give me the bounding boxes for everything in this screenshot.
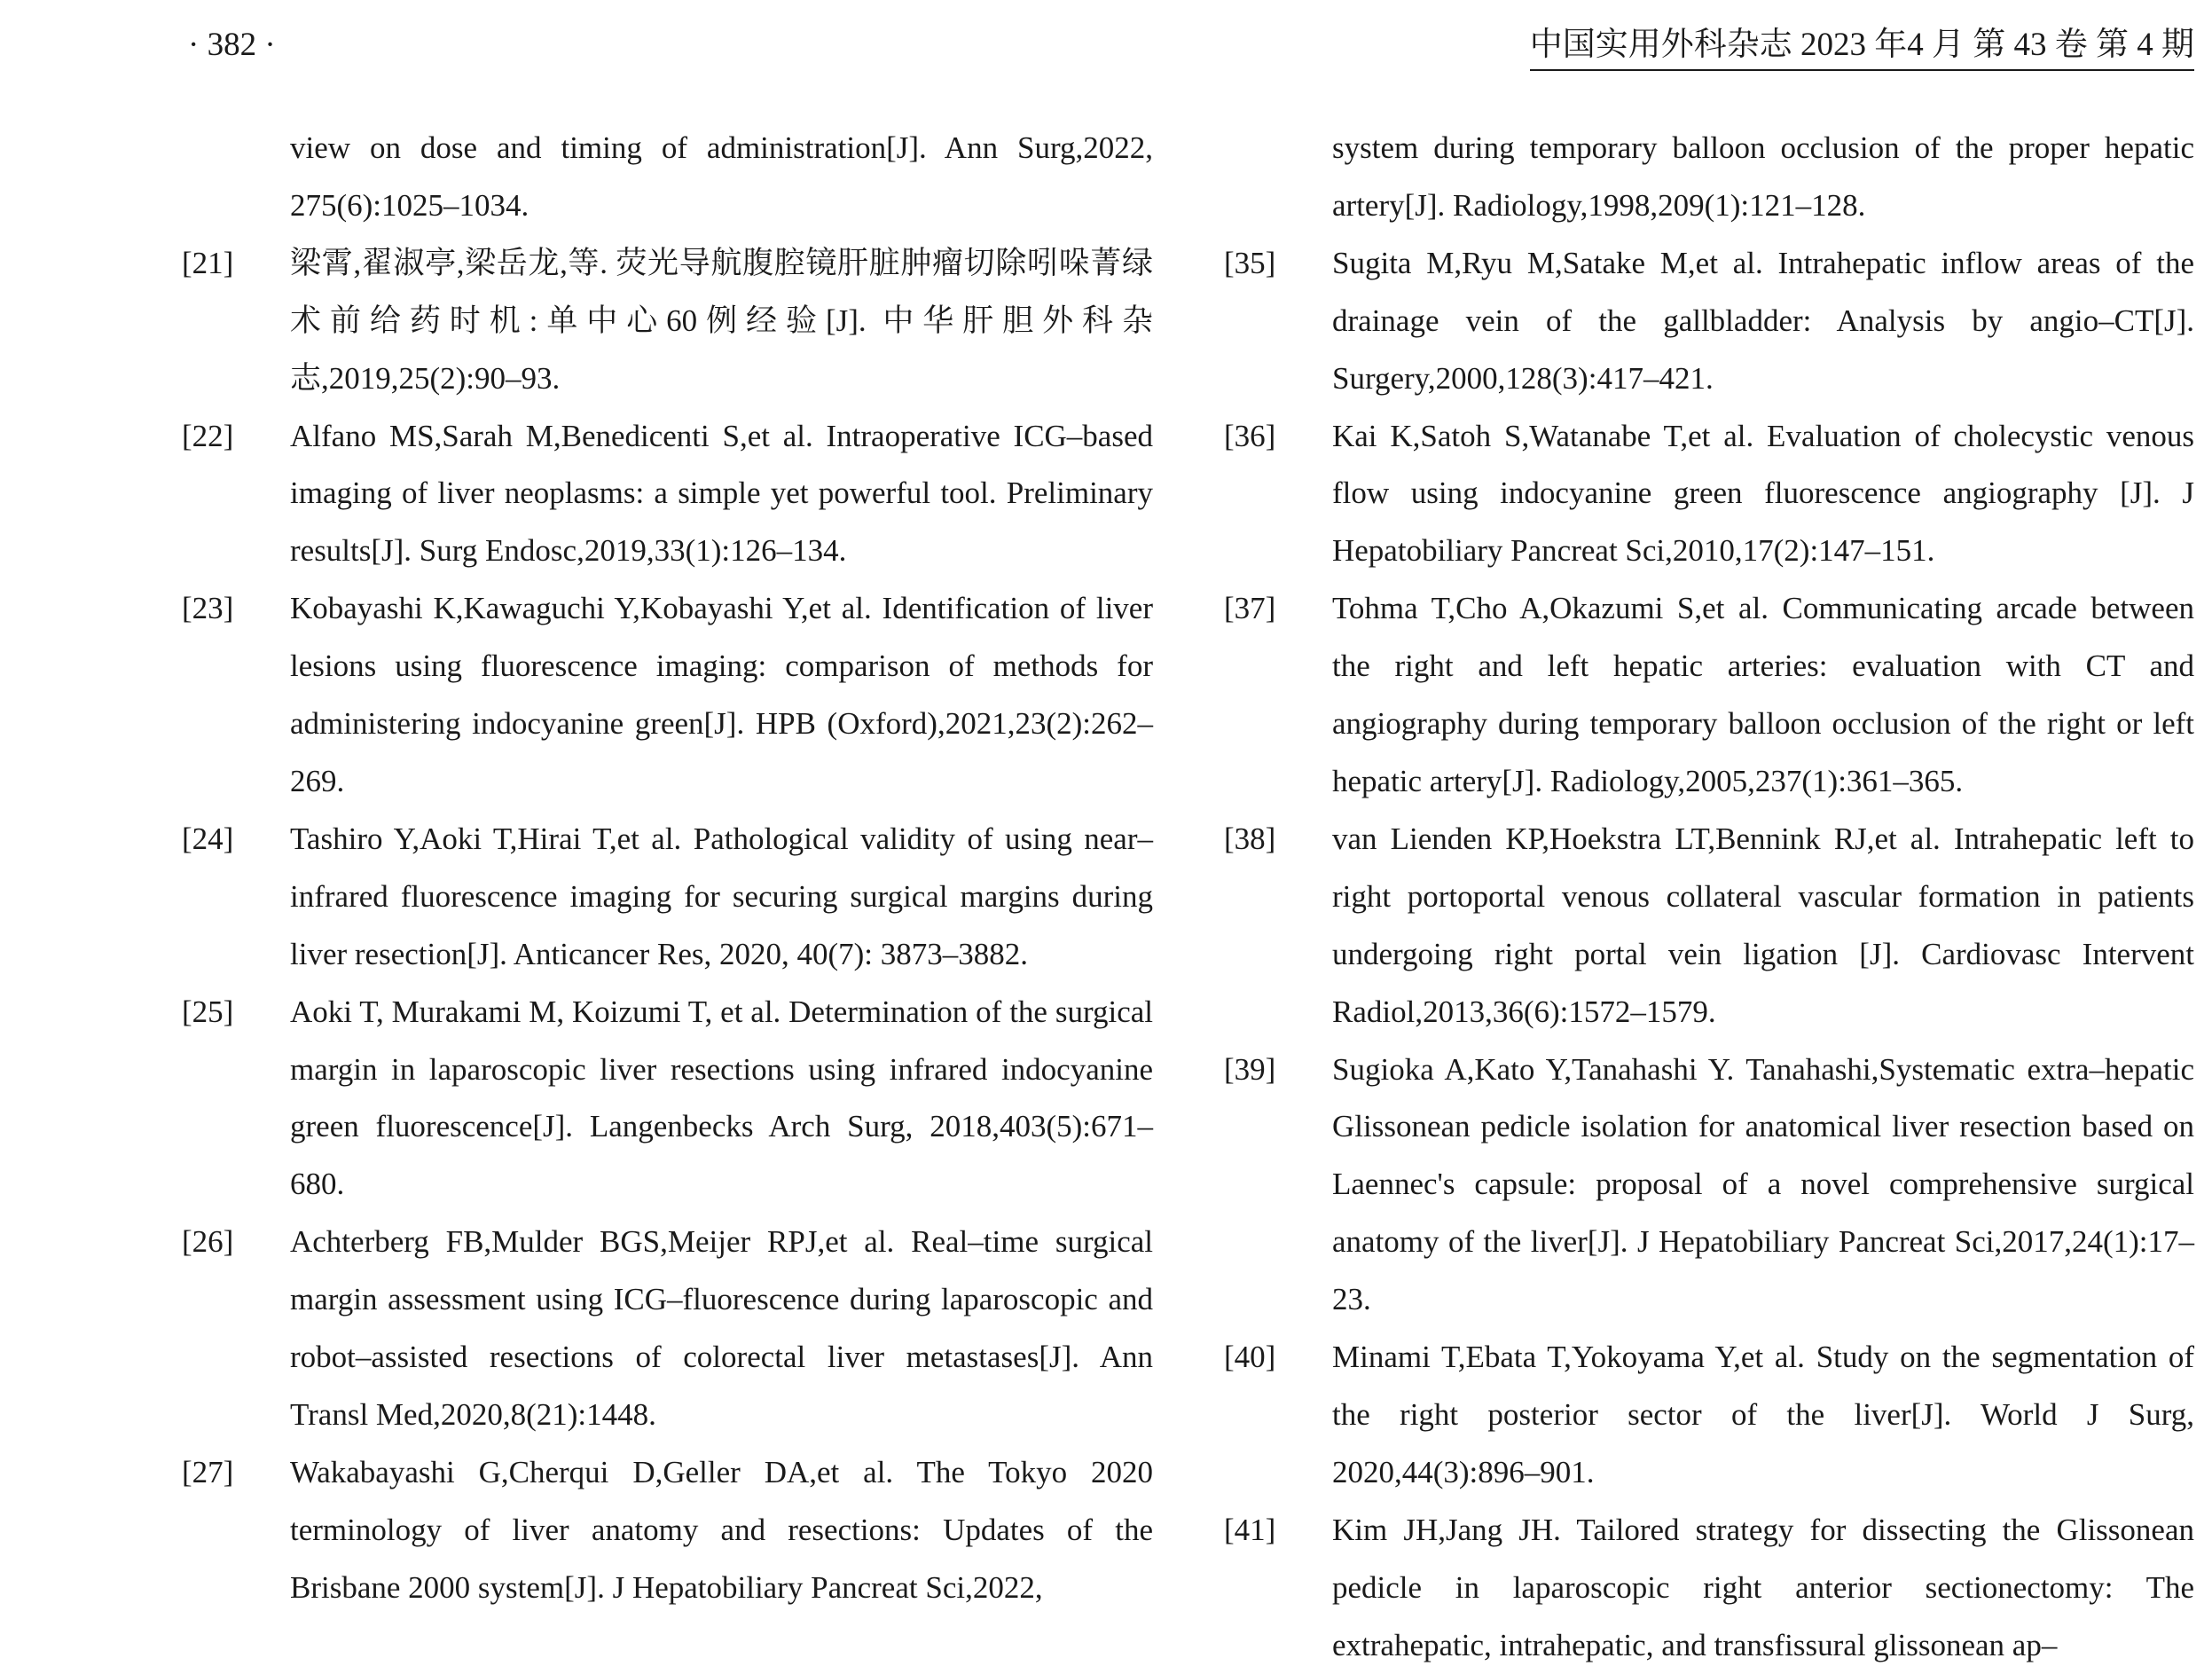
reference-entry bbox=[1224, 580, 2194, 811]
reference-number: [35] bbox=[1224, 245, 1276, 280]
reference-text: Kai K,Satoh S,Watanabe T,et al. Evaluation of cholecystic venous flow using indocyanine green fluorescence angiography [J]. J Hepatobiliary Pancreat Sci,2010,17(2):147–151. bbox=[1332, 418, 2194, 569]
reference-entry bbox=[182, 235, 1153, 408]
reference-column-left bbox=[182, 120, 1153, 1617]
reference-text: Sugioka A,Kato Y,Tanahashi Y. Tanahashi,Systematic extra–hepatic Glissonean pedicle isolation for anatomical liver resection based on Laennec's capsule: proposal of a novel comprehensive surgical anatomy of the liver[J]. J Hepatobiliary Pancreat Sci,2017,24(1):17–23. bbox=[1332, 1051, 2194, 1317]
reference-number: [40] bbox=[1224, 1340, 1276, 1375]
reference-text: Aoki T, Murakami M, Koizumi T, et al. Determination of the surgical margin in laparoscopic liver resections using infrared indocyanine green fluorescence[J]. Langenbecks Arch Surg, 2018,403(5):671–680. bbox=[290, 994, 1153, 1202]
reference-text: Minami T,Ebata T,Yokoyama Y,et al. Study on the segmentation of the right posterior sector of the liver[J]. World J Surg, 2020,44(3):896–901. bbox=[1332, 1340, 2194, 1489]
reference-text: system during temporary balloon occlusion of the proper hepatic artery[J]. Radiology,1998,209(1):121–128. bbox=[1332, 130, 2194, 223]
reference-text: van Lienden KP,Hoekstra LT,Bennink RJ,et al. Intrahepatic left to right portoportal venous collateral vascular formation in patients undergoing right portal vein ligation [J]. Cardiovasc Intervent Radiol,2013,36(6):1572–1579. bbox=[1332, 821, 2194, 1029]
reference-entry bbox=[1224, 1329, 2194, 1502]
reference-number: [21] bbox=[182, 245, 234, 280]
reference-entry bbox=[182, 120, 1153, 235]
reference-text: Alfano MS,Sarah M,Benedicenti S,et al. Intraoperative ICG–based imaging of liver neoplasms: a simple yet powerful tool. Preliminary results[J]. Surg Endosc,2019,33(1):126–134. bbox=[290, 418, 1153, 569]
reference-entry bbox=[1224, 1502, 2194, 1674]
reference-text: Sugita M,Ryu M,Satake M,et al. Intrahepatic inflow areas of the drainage vein of the gallbladder: Analysis by angio–CT[J]. Surgery,2000,128(3):417–421. bbox=[1332, 245, 2194, 396]
reference-entry bbox=[182, 1214, 1153, 1444]
reference-number: [22] bbox=[182, 418, 234, 453]
reference-text: Tashiro Y,Aoki T,Hirai T,et al. Pathological validity of using near–infrared fluorescence imaging for securing surgical margins during liver resection[J]. Anticancer Res, 2020, 40(7): 3873–3882. bbox=[290, 821, 1153, 971]
reference-text: Kobayashi K,Kawaguchi Y,Kobayashi Y,et al. Identification of liver lesions using fluorescence imaging: comparison of methods for administering indocyanine green[J]. HPB (Oxford),2021,23(2):262–269. bbox=[290, 591, 1153, 798]
reference-number: [39] bbox=[1224, 1051, 1276, 1087]
reference-column-right bbox=[1224, 120, 2194, 1674]
reference-entry bbox=[182, 984, 1153, 1214]
page-number: · 382 · bbox=[188, 27, 276, 63]
reference-entry bbox=[1224, 235, 2194, 408]
reference-number: [25] bbox=[182, 994, 234, 1029]
reference-number: [23] bbox=[182, 591, 234, 626]
reference-text: 梁霄,翟淑亭,梁岳龙,等. 荧光导航腹腔镜肝脏肿瘤切除吲哚菁绿术前给药时机:单中心60例经验[J]. 中华肝胆外科杂志,2019,25(2):90–93. bbox=[290, 245, 1153, 396]
reference-number: [27] bbox=[182, 1454, 234, 1489]
reference-entry bbox=[1224, 120, 2194, 235]
reference-number: [36] bbox=[1224, 418, 1276, 453]
reference-text: view on dose and timing of administration[J]. Ann Surg,2022, 275(6):1025–1034. bbox=[290, 130, 1153, 223]
reference-text: Achterberg FB,Mulder BGS,Meijer RPJ,et al. Real–time surgical margin assessment using ICG–fluorescence during laparoscopic and robot–assisted resections of colorectal liver metastases[J]. Ann Transl Med,2020,8(21):1448. bbox=[290, 1224, 1153, 1432]
reference-entry bbox=[1224, 811, 2194, 1041]
reference-text: Tohma T,Cho A,Okazumi S,et al. Communicating arcade between the right and left hepatic arteries: evaluation with CT and angiography during temporary balloon occlusion of the right or left hepatic artery[J]. Radiology,2005,237(1):361–365. bbox=[1332, 591, 2194, 798]
reference-entry bbox=[182, 580, 1153, 811]
reference-text: Wakabayashi G,Cherqui D,Geller DA,et al. The Tokyo 2020 terminology of liver anatomy and resections: Updates of the Brisbane 2000 system[J]. J Hepatobiliary Pancreat Sci,2022, bbox=[290, 1454, 1153, 1605]
reference-number: [41] bbox=[1224, 1512, 1276, 1547]
reference-entry bbox=[1224, 1041, 2194, 1330]
reference-number: [37] bbox=[1224, 591, 1276, 626]
reference-entry bbox=[182, 1444, 1153, 1617]
reference-entry bbox=[182, 811, 1153, 984]
reference-entry bbox=[182, 408, 1153, 581]
reference-number: [26] bbox=[182, 1224, 234, 1260]
journal-header: 中国实用外科杂志 2023 年4 月 第 43 卷 第 4 期 bbox=[1530, 23, 2194, 71]
reference-text: Kim JH,Jang JH. Tailored strategy for dissecting the Glissonean pedicle in laparoscopic right anterior sectionectomy: The extrahepatic, intrahepatic, and transfissural glissonean ap– bbox=[1332, 1512, 2194, 1662]
reference-entry bbox=[1224, 408, 2194, 581]
reference-number: [38] bbox=[1224, 821, 1276, 856]
reference-number: [24] bbox=[182, 821, 234, 856]
